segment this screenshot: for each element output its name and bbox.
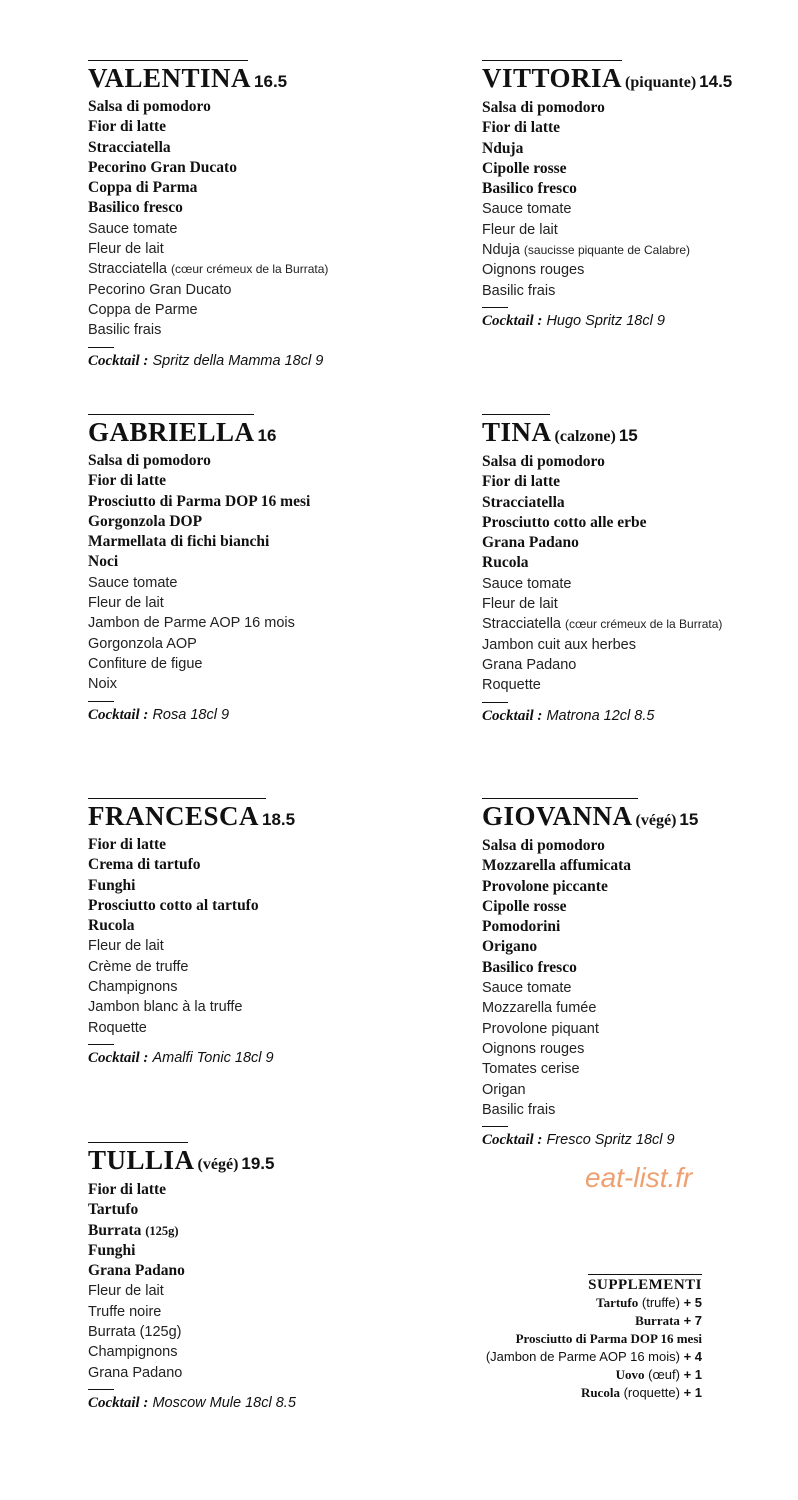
section-divider: [482, 798, 638, 799]
italian-ingredients: [88, 835, 418, 936]
cocktail-label: Cocktail :: [88, 1049, 149, 1066]
ingredient-note: (cœur crémeux de la Burrata): [171, 262, 329, 277]
supplement-row: Uovo (œuf) + 1: [615, 1367, 702, 1382]
ingredient-it: Salsa di pomodoro: [482, 837, 605, 854]
cocktail-pairing: [88, 705, 418, 725]
cocktail-label: Cocktail :: [88, 1394, 149, 1411]
section-divider: [88, 60, 248, 61]
ingredient-fr: Crème de truffe: [88, 958, 189, 975]
section-divider: [88, 414, 254, 415]
ingredient-it: Fior di latte: [88, 472, 167, 490]
pizza-vittoria: [482, 60, 798, 331]
ingredient-note: (125g): [145, 1223, 179, 1238]
cocktail-value: Amalfi Tonic 18cl 9: [152, 1049, 274, 1066]
ingredient-it: Salsa di pomodoro: [482, 453, 605, 470]
cocktail-value: Spritz della Mamma 18cl 9: [152, 352, 324, 369]
pizza-tullia: [88, 1142, 418, 1413]
section-divider: [482, 60, 622, 61]
pizza-name: TULLIA: [88, 1145, 195, 1175]
ingredient-it: Mozzarella affumicata: [482, 857, 632, 875]
pizza-title: [482, 417, 798, 452]
cocktail-label: Cocktail :: [482, 312, 543, 329]
ingredient-fr: Basilic frais: [88, 322, 162, 339]
french-ingredients: [88, 936, 418, 1037]
ingredient-fr: Roquette: [482, 677, 541, 694]
ingredient-fr: Nduja (saucisse piquante de Calabre): [482, 242, 691, 259]
pizza-title: [88, 63, 418, 97]
ingredient-it: Funghi: [88, 1241, 136, 1259]
pizza-title: [88, 1145, 418, 1180]
pizza-price: 15: [679, 810, 699, 829]
ingredient-it: Salsa di pomodoro: [482, 99, 605, 116]
ingredient-it: Stracciatella: [88, 138, 171, 156]
cocktail-pairing: [482, 1130, 798, 1150]
ingredient-it: Nduja: [482, 139, 524, 157]
ingredient-fr: Oignons rouges: [482, 262, 585, 279]
ingredient-fr: Champignons: [88, 1344, 178, 1361]
ingredient-it: Prosciutto cotto alle erbe: [482, 513, 647, 531]
short-divider: [482, 307, 508, 308]
ingredient-it: Fior di latte: [88, 836, 167, 853]
cocktail-pairing: [88, 1048, 418, 1068]
pizza-title: [482, 63, 798, 98]
ingredient-fr: Burrata (125g): [88, 1324, 182, 1341]
supplement-row: (Jambon de Parme AOP 16 mois) + 4: [485, 1349, 702, 1364]
ingredient-it: Grana Padano: [482, 534, 579, 552]
ingredient-fr: Stracciatella (cœur crémeux de la Burrata): [482, 616, 723, 633]
ingredient-fr: Coppa de Parme: [88, 301, 198, 318]
pizza-name: VITTORIA: [482, 63, 623, 93]
pizza-note: (végé): [197, 1156, 239, 1173]
short-divider: [482, 1126, 508, 1127]
ingredient-it: Noci: [88, 553, 119, 571]
ingredient-fr: Jambon cuit aux herbes: [482, 636, 636, 653]
ingredient-fr: Fleur de lait: [88, 241, 164, 258]
supplements-panel: [486, 1274, 702, 1402]
ingredient-fr: Origan: [482, 1081, 526, 1098]
ingredient-it: Marmellata di fichi bianchi: [88, 533, 270, 551]
ingredient-it: Pomodorini: [482, 918, 561, 936]
ingredient-fr: Grana Padano: [88, 1364, 183, 1381]
section-divider: [88, 798, 266, 799]
ingredient-it: Crema di tartufo: [88, 856, 201, 874]
pizza-title: [482, 801, 798, 836]
italian-ingredients: [482, 836, 798, 978]
ingredient-it: Funghi: [88, 876, 136, 894]
pizza-francesca: [88, 798, 418, 1068]
pizza-note: (calzone): [554, 428, 616, 445]
cocktail-label: Cocktail :: [482, 707, 543, 724]
ingredient-fr: Basilic frais: [482, 282, 556, 299]
supplement-row: Rucola (roquette) + 1: [580, 1385, 702, 1400]
french-ingredients: [88, 573, 418, 695]
pizza-price: 14.5: [699, 72, 733, 91]
ingredient-fr: Gorgonzola AOP: [88, 635, 197, 652]
ingredient-fr: Pecorino Gran Ducato: [88, 281, 232, 298]
ingredient-fr: Sauce tomate: [482, 575, 572, 592]
ingredient-fr: Fleur de lait: [88, 595, 164, 612]
ingredient-it: Prosciutto di Parma DOP 16 mesi: [88, 492, 311, 510]
pizza-price: 16: [257, 426, 277, 445]
supplement-row: Burrata + 7: [635, 1313, 702, 1328]
french-ingredients: [88, 1281, 418, 1382]
ingredient-fr: Noix: [88, 676, 118, 693]
ingredient-note: (saucisse piquante de Calabre): [523, 243, 691, 258]
ingredient-it: Basilico fresco: [482, 958, 577, 976]
cocktail-value: Fresco Spritz 18cl 9: [546, 1132, 675, 1149]
short-divider: [88, 701, 114, 702]
ingredient-it: Salsa di pomodoro: [88, 452, 211, 469]
ingredient-fr: Basilic frais: [482, 1101, 556, 1118]
supplement-row: Tartufo (truffe) + 5: [596, 1295, 702, 1310]
watermark: eat-list.fr: [585, 1162, 693, 1193]
cocktail-value: Moscow Mule 18cl 8.5: [152, 1394, 296, 1411]
pizza-giovanna: [482, 798, 798, 1150]
italian-ingredients: [88, 97, 418, 219]
cocktail-pairing: [88, 351, 418, 371]
french-ingredients: [88, 219, 418, 341]
pizza-title: [88, 801, 418, 835]
ingredient-it: Origano: [482, 938, 538, 956]
supplements-title: SUPPLEMENTI: [588, 1274, 702, 1294]
pizza-note: (piquante): [625, 74, 697, 91]
ingredient-fr: Confiture de figue: [88, 655, 203, 672]
french-ingredients: [482, 978, 798, 1120]
ingredient-fr: Grana Padano: [482, 656, 577, 673]
pizza-tina: [482, 414, 798, 726]
pizza-price: 19.5: [241, 1154, 275, 1173]
ingredient-fr: Fleur de lait: [88, 1283, 164, 1300]
short-divider: [482, 702, 508, 703]
ingredient-fr: Roquette: [88, 1019, 147, 1036]
ingredient-fr: Fleur de lait: [482, 221, 558, 238]
ingredient-fr: Champignons: [88, 979, 178, 996]
pizza-valentina: [88, 60, 418, 371]
ingredient-fr: Sauce tomate: [482, 980, 572, 997]
ingredient-fr: Jambon de Parme AOP 16 mois: [88, 615, 295, 632]
short-divider: [88, 347, 114, 348]
ingredient-it: Provolone piccante: [482, 877, 608, 895]
ingredient-it: Salsa di pomodoro: [88, 98, 211, 115]
pizza-note: (végé): [635, 812, 677, 829]
pizza-name: TINA: [482, 417, 552, 447]
ingredient-it: Cipolle rosse: [482, 159, 567, 177]
pizza-price: 18.5: [262, 810, 296, 829]
ingredient-it: Fior di latte: [482, 473, 561, 491]
ingredient-fr: Jambon blanc à la truffe: [88, 999, 243, 1016]
pizza-name: GABRIELLA: [88, 417, 255, 447]
ingredient-it: Fior di latte: [88, 118, 167, 136]
supplement-row: Prosciutto di Parma DOP 16 mesi: [515, 1331, 702, 1346]
pizza-name: GIOVANNA: [482, 801, 633, 831]
cocktail-pairing: [88, 1393, 418, 1413]
italian-ingredients: [482, 452, 798, 574]
cocktail-pairing: [482, 311, 798, 331]
ingredient-it: Rucola: [482, 554, 529, 572]
ingredient-it: Pecorino Gran Ducato: [88, 158, 237, 176]
cocktail-value: Rosa 18cl 9: [152, 706, 230, 723]
pizza-title: [88, 417, 418, 451]
cocktail-label: Cocktail :: [88, 706, 149, 723]
french-ingredients: [482, 574, 798, 696]
ingredient-fr: Stracciatella (cœur crémeux de la Burrata): [88, 261, 329, 278]
ingredient-it: Rucola: [88, 917, 135, 935]
section-divider: [88, 1142, 188, 1143]
pizza-name: FRANCESCA: [88, 801, 260, 831]
ingredient-it: Fior di latte: [482, 119, 561, 137]
ingredient-fr: Provolone piquant: [482, 1020, 599, 1037]
ingredient-fr: Fleur de lait: [88, 938, 164, 955]
ingredient-it: Prosciutto cotto al tartufo: [88, 896, 259, 914]
ingredient-it: Gorgonzola DOP: [88, 512, 203, 530]
pizza-price: 15: [618, 426, 638, 445]
ingredient-it: Fior di latte: [88, 1181, 167, 1198]
ingredient-fr: Sauce tomate: [88, 220, 178, 237]
pizza-gabriella: [88, 414, 418, 725]
cocktail-pairing: [482, 706, 798, 726]
ingredient-it: Burrata (125g): [88, 1221, 179, 1239]
ingredient-fr: Oignons rouges: [482, 1040, 585, 1057]
pizza-price: 16.5: [254, 72, 288, 91]
ingredient-fr: Sauce tomate: [482, 201, 572, 218]
cocktail-value: Hugo Spritz 18cl 9: [546, 312, 665, 329]
short-divider: [88, 1044, 114, 1045]
ingredient-it: Basilico fresco: [482, 180, 577, 198]
italian-ingredients: [88, 451, 418, 573]
cocktail-label: Cocktail :: [482, 1132, 543, 1149]
french-ingredients: [482, 199, 798, 300]
ingredient-it: Basilico fresco: [88, 199, 183, 217]
ingredient-it: Stracciatella: [482, 493, 565, 511]
ingredient-fr: Truffe noire: [88, 1303, 162, 1320]
cocktail-label: Cocktail :: [88, 352, 149, 369]
short-divider: [88, 1389, 114, 1390]
ingredient-fr: Tomates cerise: [482, 1061, 580, 1078]
section-divider: [482, 414, 550, 415]
ingredient-note: (cœur crémeux de la Burrata): [565, 617, 723, 632]
cocktail-value: Matrona 12cl 8.5: [546, 707, 655, 724]
ingredient-fr: Fleur de lait: [482, 596, 558, 613]
italian-ingredients: [482, 98, 798, 199]
ingredient-it: Cipolle rosse: [482, 897, 567, 915]
ingredient-it: Tartufo: [88, 1201, 139, 1219]
ingredient-it: Grana Padano: [88, 1262, 185, 1280]
ingredient-fr: Mozzarella fumée: [482, 1000, 597, 1017]
ingredient-fr: Sauce tomate: [88, 574, 178, 591]
pizza-name: VALENTINA: [88, 63, 252, 93]
ingredient-it: Coppa di Parma: [88, 179, 198, 197]
italian-ingredients: [88, 1180, 418, 1281]
